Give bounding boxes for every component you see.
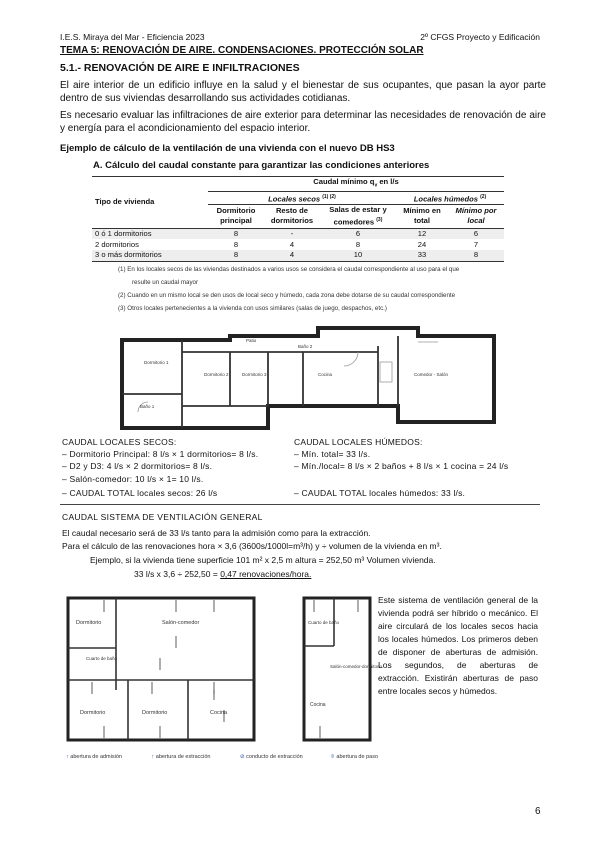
header-left: I.E.S. Miraya del Mar - Eficiencia 2023 bbox=[60, 32, 205, 42]
floor-plan-estudio bbox=[300, 590, 383, 752]
page-title: TEMA 5: RENOVACIÓN DE AIRE. CONDENSACIONES. PROTECCIÓN SOLAR bbox=[60, 45, 424, 56]
col-dormitorio-principal: Dormitorio principal bbox=[216, 206, 256, 226]
table-row: 2 dormitorios 8 4 8 24 7 bbox=[95, 239, 479, 249]
extraccion-arrow-icon: ↑ bbox=[151, 754, 155, 760]
table-row: 0 ó 1 dormitorios 8 - 6 12 6 bbox=[92, 228, 504, 239]
plan2-dormitorio: Dormitorio bbox=[76, 620, 102, 626]
plan2-cocina: Cocina bbox=[210, 710, 228, 716]
secos-line-1: – Dormitorio Principal: 8 l/s × 1 dormitorios= 8 l/s. bbox=[62, 449, 259, 459]
footnote-1b: resulte un caudal mayor bbox=[132, 279, 199, 286]
humedos-line-3: – CAUDAL TOTAL locales húmedos: 33 l/s. bbox=[294, 488, 466, 498]
plan1-dormitorio2: Dormitorio 2 bbox=[204, 372, 229, 377]
general-result: 0,47 renovaciones/hora. bbox=[220, 569, 312, 579]
plan1-patio: Patio bbox=[246, 338, 257, 343]
legend bbox=[66, 754, 378, 760]
example-heading: Ejemplo de cálculo de la ventilación de una vivienda con el nuevo DB HS3 bbox=[60, 143, 395, 154]
plan2-dormitorio-b: Dormitorio bbox=[142, 710, 168, 716]
table-caption: Caudal mínimo $q_v$ en l/s bbox=[208, 177, 504, 192]
general-line-2: Para el cálculo de las renovaciones hora × 3,6 (3600s/1000l=m³/h) y ÷ volumen de la vivienda en m³. bbox=[62, 541, 442, 551]
plan3-salon-comedor-dormitorio: Salón-comedor-dormitorio bbox=[330, 664, 383, 669]
plan2-dormitorio-a: Dormitorio bbox=[80, 710, 106, 716]
legend-conducto: conducto de extracción bbox=[246, 754, 303, 760]
plan3-cuarto-bano: Cuarto de baño bbox=[308, 620, 340, 625]
conducto-icon: ⊘ bbox=[240, 754, 245, 760]
plan1-cocina: Cocina bbox=[318, 372, 333, 377]
header-right: 2º CFGS Proyecto y Edificación bbox=[420, 32, 540, 42]
legend-paso: abertura de paso bbox=[336, 754, 379, 760]
secos-line-3: – Salón-comedor: 10 l/s × 1= 10 l/s. bbox=[62, 474, 204, 484]
general-line-4: 33 l/s x 3,6 ÷ 252,50 = 0,47 renovaciones/hora. bbox=[134, 569, 312, 579]
general-title: CAUDAL SISTEMA DE VENTILACIÓN GENERAL bbox=[62, 512, 263, 522]
general-line-1: El caudal necesario será de 33 l/s tanto para la admisión como para la extracción. bbox=[62, 528, 371, 538]
footnote-3: (3) Otros locales pertenecientes a la vivienda con usos similares (salas de juego, despachos, etc.) bbox=[118, 305, 387, 312]
footnote-2: (2) Cuando en un mismo local se den usos de local seco y húmedo, cada zona debe dotarse de su caudal correspondiente bbox=[118, 292, 456, 299]
humedos-title: CAUDAL LOCALES HÚMEDOS: bbox=[294, 437, 423, 447]
general-line-3: Ejemplo, si la vivienda tiene superficie 101 m² x 2,5 m altura = 252,50 m³ Volumen vivienda. bbox=[90, 555, 436, 565]
col-salas: Salas de estar y comedores $^{(3)}$ bbox=[329, 205, 387, 227]
plan2-cuarto-bano: Cuarto de baño bbox=[86, 656, 118, 661]
secos-line-2: – D2 y D3: 4 l/s × 2 dormitorios= 8 l/s. bbox=[62, 461, 213, 471]
legend-admision: abertura de admisión bbox=[70, 754, 122, 760]
section-heading: 5.1.- RENOVACIÓN DE AIRE E INFILTRACIONES bbox=[60, 62, 300, 74]
plan1-comedor-salon: Comedor - Salón bbox=[414, 372, 449, 377]
floor-plan-vivienda bbox=[118, 322, 498, 432]
humedos-line-1: – Mín. total= 33 l/s. bbox=[294, 449, 371, 459]
secos-title: CAUDAL LOCALES SECOS: bbox=[62, 437, 177, 447]
plan1-dormitorio1: Dormitorio 1 bbox=[144, 360, 169, 365]
col-minimo-local: Mínimo por local bbox=[455, 206, 497, 226]
plan2-salon-comedor: Salón-comedor bbox=[162, 620, 200, 626]
plan1-bano1: Baño 1 bbox=[140, 404, 155, 409]
humedos-line-2: – Mín./local= 8 l/s × 2 baños + 8 l/s × 1 cocina = 24 l/s bbox=[294, 461, 509, 471]
table-row: 3 o más dormitorios 8 4 10 33 8 bbox=[92, 250, 504, 261]
admision-arrow-icon: ↑ bbox=[66, 754, 69, 760]
group-secos: Locales secos $^{(1) (2)}$ bbox=[208, 191, 396, 205]
caudal-table bbox=[92, 176, 504, 262]
col-minimo-total: Mínimo en total bbox=[403, 206, 441, 226]
divider bbox=[60, 504, 540, 505]
footnote-1: (1) En los locales secos de las viviendas destinados a varios usos se considera el caudal correspondiente al uso para el que bbox=[118, 266, 460, 273]
col-resto-dormitorios: Resto de dormitorios bbox=[270, 206, 314, 226]
plan1-dormitorio3: Dormitorio 3 bbox=[242, 372, 267, 377]
paragraph-2: Es necesario evaluar las infiltraciones de aire exterior para determinar las necesidades de renovación de aire y energía para el acondicionamiento del espacio interior. bbox=[60, 110, 546, 134]
subheading-a: A. Cálculo del caudal constante para garantizar las condiciones anteriores bbox=[93, 160, 430, 171]
page-number: 6 bbox=[535, 806, 541, 817]
plan1-bano2: Baño 2 bbox=[298, 344, 313, 349]
paragraph-1: El aire interior de un edificio influye en la salud y el bienestar de sus ocupantes, que pasan la ayor parte dentro de sus viviendas desarrollando sus actividades cotidianas. bbox=[60, 80, 546, 104]
group-humedos: Locales húmedos $^{(2)}$ bbox=[396, 191, 504, 205]
legend-extraccion: abertura de extracción bbox=[155, 754, 211, 760]
col-tipo-header: Tipo de vivienda bbox=[95, 197, 155, 207]
secos-line-4: – CAUDAL TOTAL locales secos: 26 l/s bbox=[62, 488, 218, 498]
paso-icon: ⇳ bbox=[330, 754, 335, 760]
floor-plan-ventilacion bbox=[64, 590, 260, 752]
ventilation-description: Este sistema de ventilación general de la vivienda podrá ser híbrido o mecánico. El aire circulará de los locales secos hacia los locales húmedos. Los primeros deben de disponer de aberturas de admisión. Los segundos, de aberturas de extracción. Existirán aberturas de paso entre locales secos y húmedos. bbox=[378, 595, 538, 696]
plan3-cocina: Cocina bbox=[310, 702, 326, 708]
